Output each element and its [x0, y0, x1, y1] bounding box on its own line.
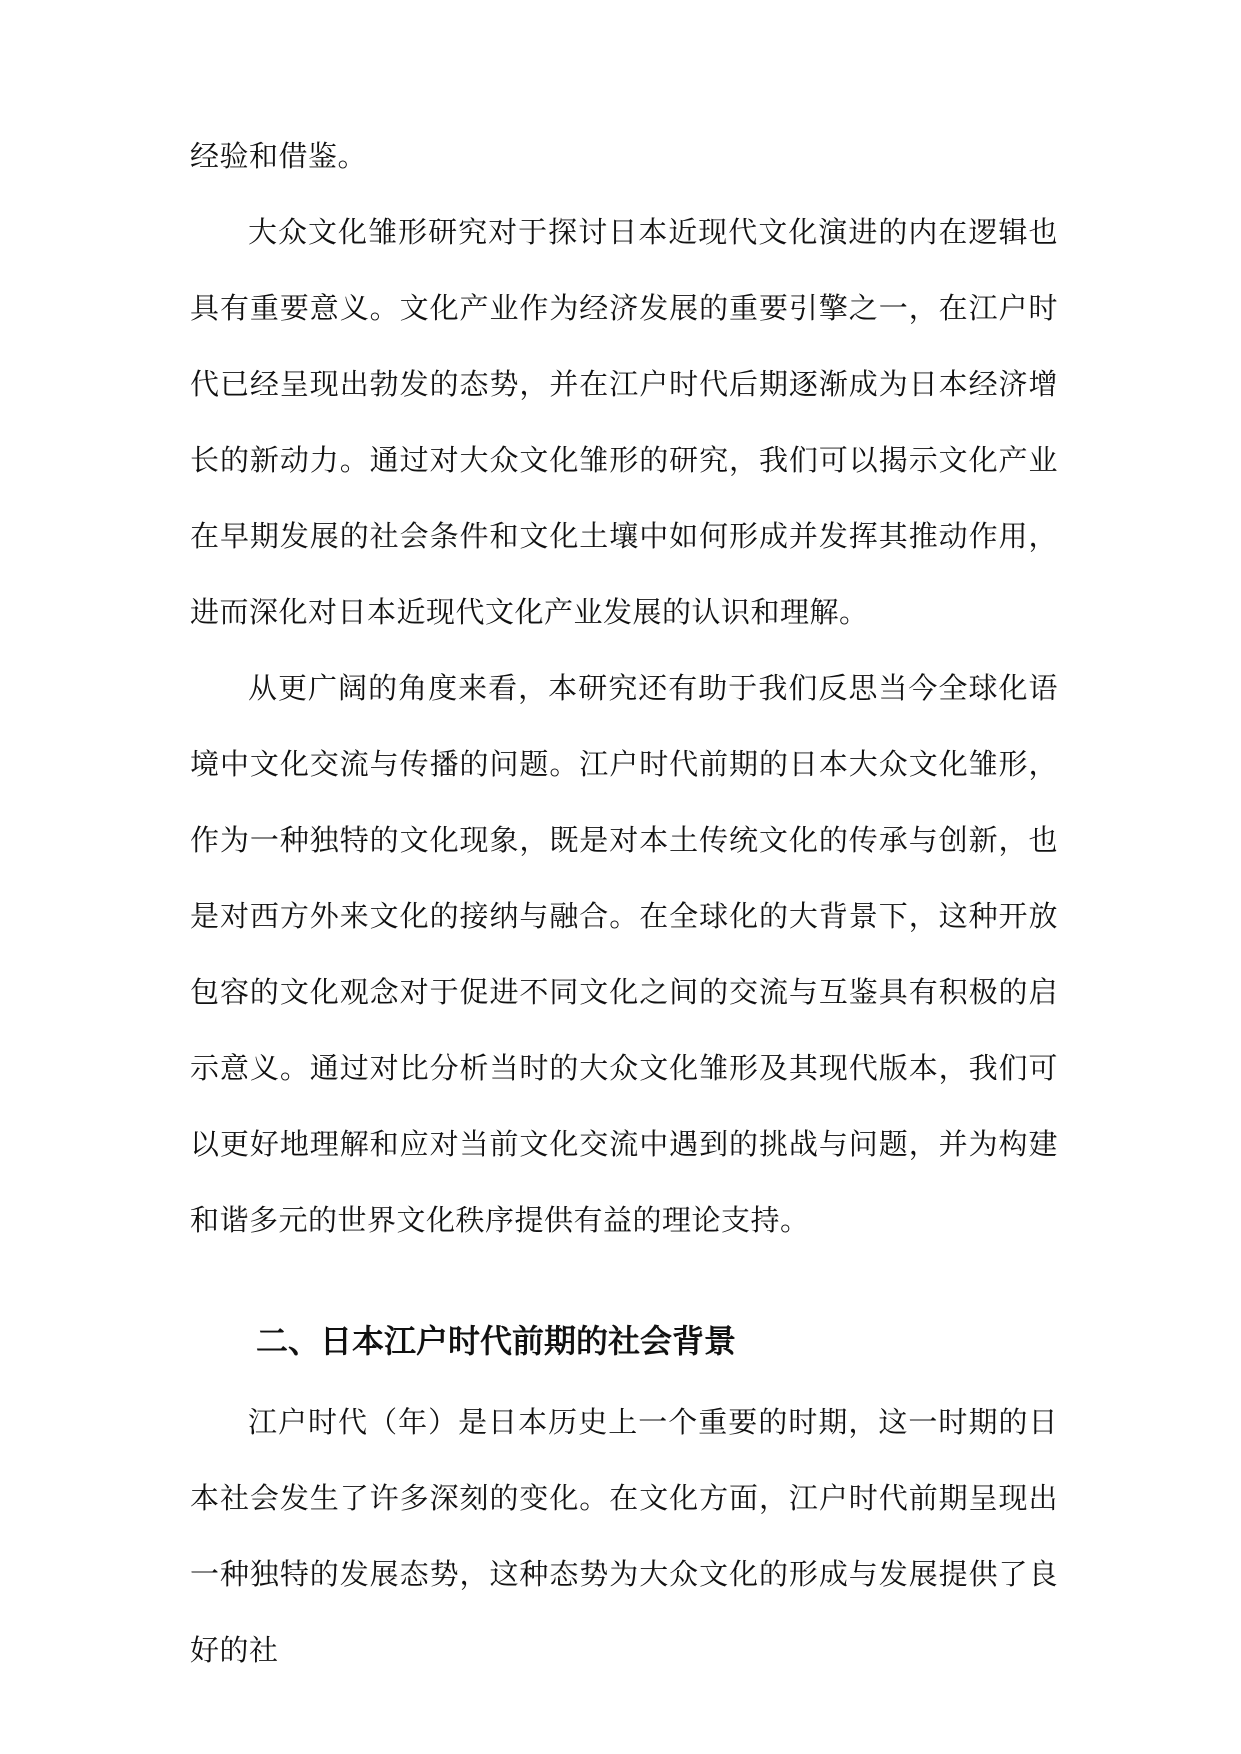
body-text-before [190, 118, 1058, 1258]
paragraph-globalization: 从更广阔的角度来看，本研究还有助于我们反思当今全球化语境中文化交流与传播的问题。江户时代前期的日本大众文化雏形，作为一种独特的文化现象，既是对本土传统文化的传承与创新，也是对西方外来文化的接纳与融合。在全球化的大背景下，这种开放包容的文化观念对于促进不同文化之间的交流与互鉴具有积极的启示意义。通过对比分析当时的大众文化雏形及其现代版本，我们可以更好地理解和应对当前文化交流中遇到的挑战与问题，并为构建和谐多元的世界文化秩序提供有益的理论支持。 [190, 671, 1058, 1237]
paragraph-significance: 大众文化雏形研究对于探讨日本近现代文化演进的内在逻辑也具有重要意义。文化产业作为经济发展的重要引擎之一，在江户时代已经呈现出勃发的态势，并在江户时代后期逐渐成为日本经济增长的新动力。通过对大众文化雏形的研究，我们可以揭示文化产业在早期发展的社会条件和文化土壤中如何形成并发挥其推动作用，进而深化对日本近现代文化产业发展的认识和理解。 [190, 215, 1058, 629]
body-text-after [190, 1384, 1058, 1688]
paragraph-edo-intro: 江户时代（年）是日本历史上一个重要的时期，这一时期的日本社会发生了许多深刻的变化。在文化方面，江户时代前期呈现出一种独特的发展态势，这种态势为大众文化的形成与发展提供了良好的社 [190, 1405, 1058, 1667]
paragraph-continuation: 经验和借鉴。 [190, 139, 368, 173]
section-heading: 二、日本江户时代前期的社会背景 [256, 1322, 737, 1360]
